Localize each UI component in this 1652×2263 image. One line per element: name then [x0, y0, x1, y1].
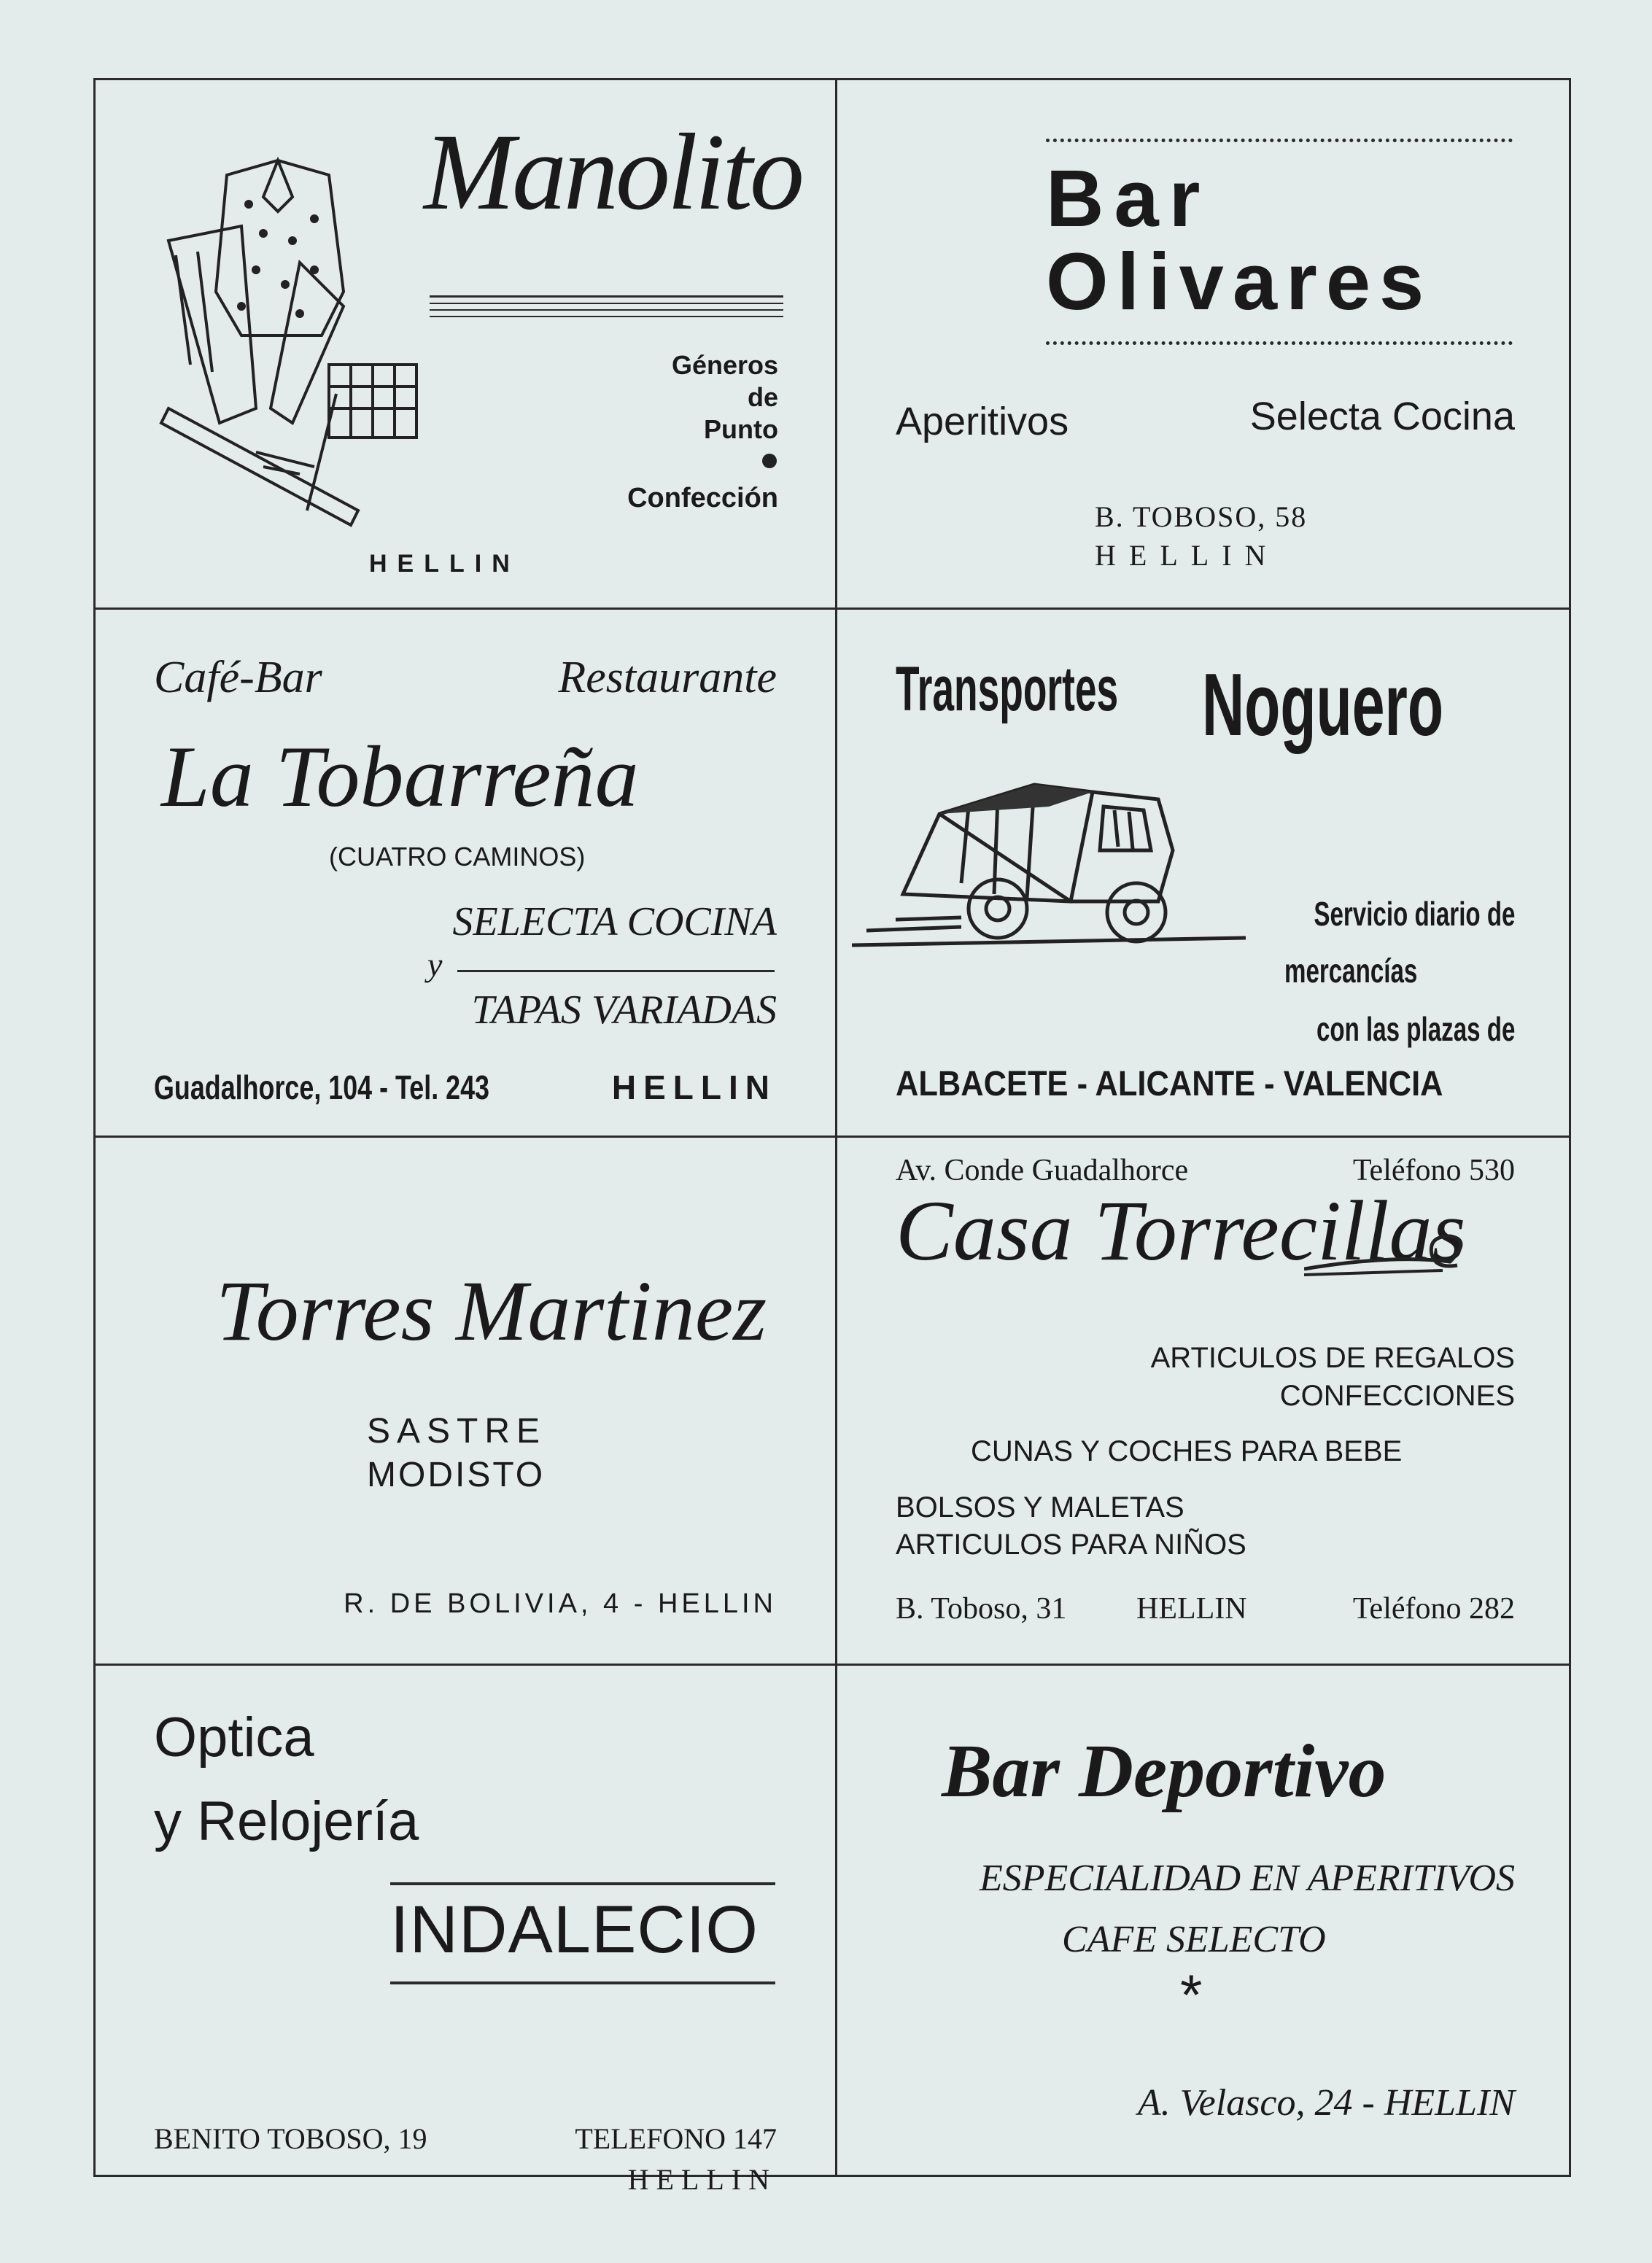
tobarrena-left: Café-Bar — [154, 653, 322, 702]
torrecillas-address: B. Toboso, 31 — [896, 1592, 1067, 1626]
torrecillas-line5: ARTICULOS PARA NIÑOS — [896, 1529, 1246, 1561]
deportivo-line1: ESPECIALIDAD EN APERITIVOS — [979, 1858, 1515, 1899]
olivares-name-2: Olivares — [1046, 237, 1433, 327]
olivares-name-1: Bar — [1046, 154, 1211, 244]
tobarrena-sub: (CUATRO CAMINOS) — [329, 842, 586, 872]
dotted-rule — [1046, 341, 1513, 345]
star-icon: * — [1180, 1963, 1203, 2027]
manolito-line: Géneros — [671, 350, 778, 380]
dotted-rule — [1046, 139, 1513, 142]
noguero-prefix: Transportes — [896, 654, 1119, 724]
ad-optica-indalecio — [96, 1666, 835, 2196]
tobarrena-city: HELLIN — [611, 1068, 777, 1106]
torres-address: R. DE BOLIVIA, 4 - HELLIN — [344, 1588, 777, 1619]
torrecillas-phone: Teléfono 282 — [1352, 1592, 1515, 1626]
rule — [430, 316, 783, 317]
tobarrena-brand: La Tobarreña — [161, 728, 639, 825]
torres-brand: Torres Martinez — [216, 1263, 767, 1359]
deportivo-address: A. Velasco, 24 - HELLIN — [1137, 2082, 1515, 2124]
tobarrena-address: Guadalhorce, 104 - Tel. 243 — [154, 1068, 489, 1106]
deportivo-line2: CAFE SELECTO — [1062, 1919, 1326, 1960]
noguero-cities: ALBACETE - ALICANTE - VALENCIA — [896, 1065, 1443, 1103]
rule — [430, 309, 783, 311]
ad-bar-deportivo — [837, 1666, 1573, 2175]
noguero-brand: Noguero — [1202, 655, 1444, 754]
tobarrena-line1: SELECTA COCINA — [452, 899, 777, 944]
manolito-line: Punto — [704, 414, 778, 444]
manolito-line: Confección — [627, 483, 778, 513]
ad-torres-martinez — [96, 1138, 835, 1664]
indalecio-address: BENITO TOBOSO, 19 — [154, 2122, 427, 2155]
tobarrena-line2: TAPAS VARIADAS — [471, 987, 777, 1033]
rule — [457, 970, 775, 972]
noguero-service-1: Servicio diario de — [1313, 895, 1515, 933]
rule — [430, 303, 783, 304]
ad-bar-olivares — [837, 80, 1573, 608]
olivares-right: Selecta Cocina — [1249, 395, 1515, 438]
truck-icon — [852, 756, 1260, 952]
indalecio-line1: Optica — [154, 1707, 314, 1769]
indalecio-brand: INDALECIO — [390, 1893, 759, 1967]
manolito-line: de — [747, 382, 778, 412]
ad-manolito — [96, 80, 835, 608]
tobarrena-conj: y — [427, 946, 443, 983]
torrecillas-line1: ARTICULOS DE REGALOS — [1150, 1342, 1515, 1374]
ad-grid — [93, 78, 1571, 2196]
olivares-address: B. TOBOSO, 58 — [1095, 500, 1308, 533]
ad-transportes-noguero — [837, 610, 1573, 1187]
torrecillas-line3: CUNAS Y COCHES PARA BEBE — [971, 1435, 1403, 1467]
rule — [390, 1981, 775, 1984]
indalecio-city: HELLIN — [627, 2163, 777, 2196]
manolito-brand: Manolito — [424, 112, 802, 233]
clothing-illustration-icon — [147, 146, 468, 554]
noguero-service-2: mercancías — [1284, 952, 1418, 990]
noguero-address: Av. Conde Guadalhorce — [896, 1154, 1189, 1187]
torres-line2: MODISTO — [367, 1456, 546, 1494]
torrecillas-line4: BOLSOS Y MALETAS — [896, 1491, 1184, 1523]
flourish-icon — [1304, 1225, 1479, 1284]
ad-la-tobarrena — [96, 610, 835, 1136]
rule — [390, 1882, 775, 1885]
indalecio-line2: y Relojería — [154, 1790, 419, 1852]
torrecillas-city: HELLIN — [1136, 1592, 1247, 1626]
tobarrena-right: Restaurante — [558, 653, 777, 702]
ad-casa-torrecillas — [837, 1138, 1573, 1664]
olivares-left: Aperitivos — [896, 400, 1069, 443]
noguero-phone: Teléfono 530 — [1352, 1154, 1515, 1187]
rule — [430, 295, 783, 298]
noguero-service-3: con las plazas de — [1316, 1010, 1515, 1048]
torrecillas-brand: Casa Torrecillas — [896, 1183, 1466, 1278]
torres-line1: SASTRE — [367, 1412, 547, 1451]
olivares-city: HELLIN — [1095, 539, 1279, 572]
manolito-city: HELLIN — [369, 550, 520, 578]
torrecillas-line2: CONFECCIONES — [1279, 1380, 1515, 1412]
bullet-icon — [762, 454, 777, 468]
deportivo-brand: Bar Deportivo — [942, 1729, 1387, 1813]
indalecio-phone: TELEFONO 147 — [575, 2122, 777, 2155]
